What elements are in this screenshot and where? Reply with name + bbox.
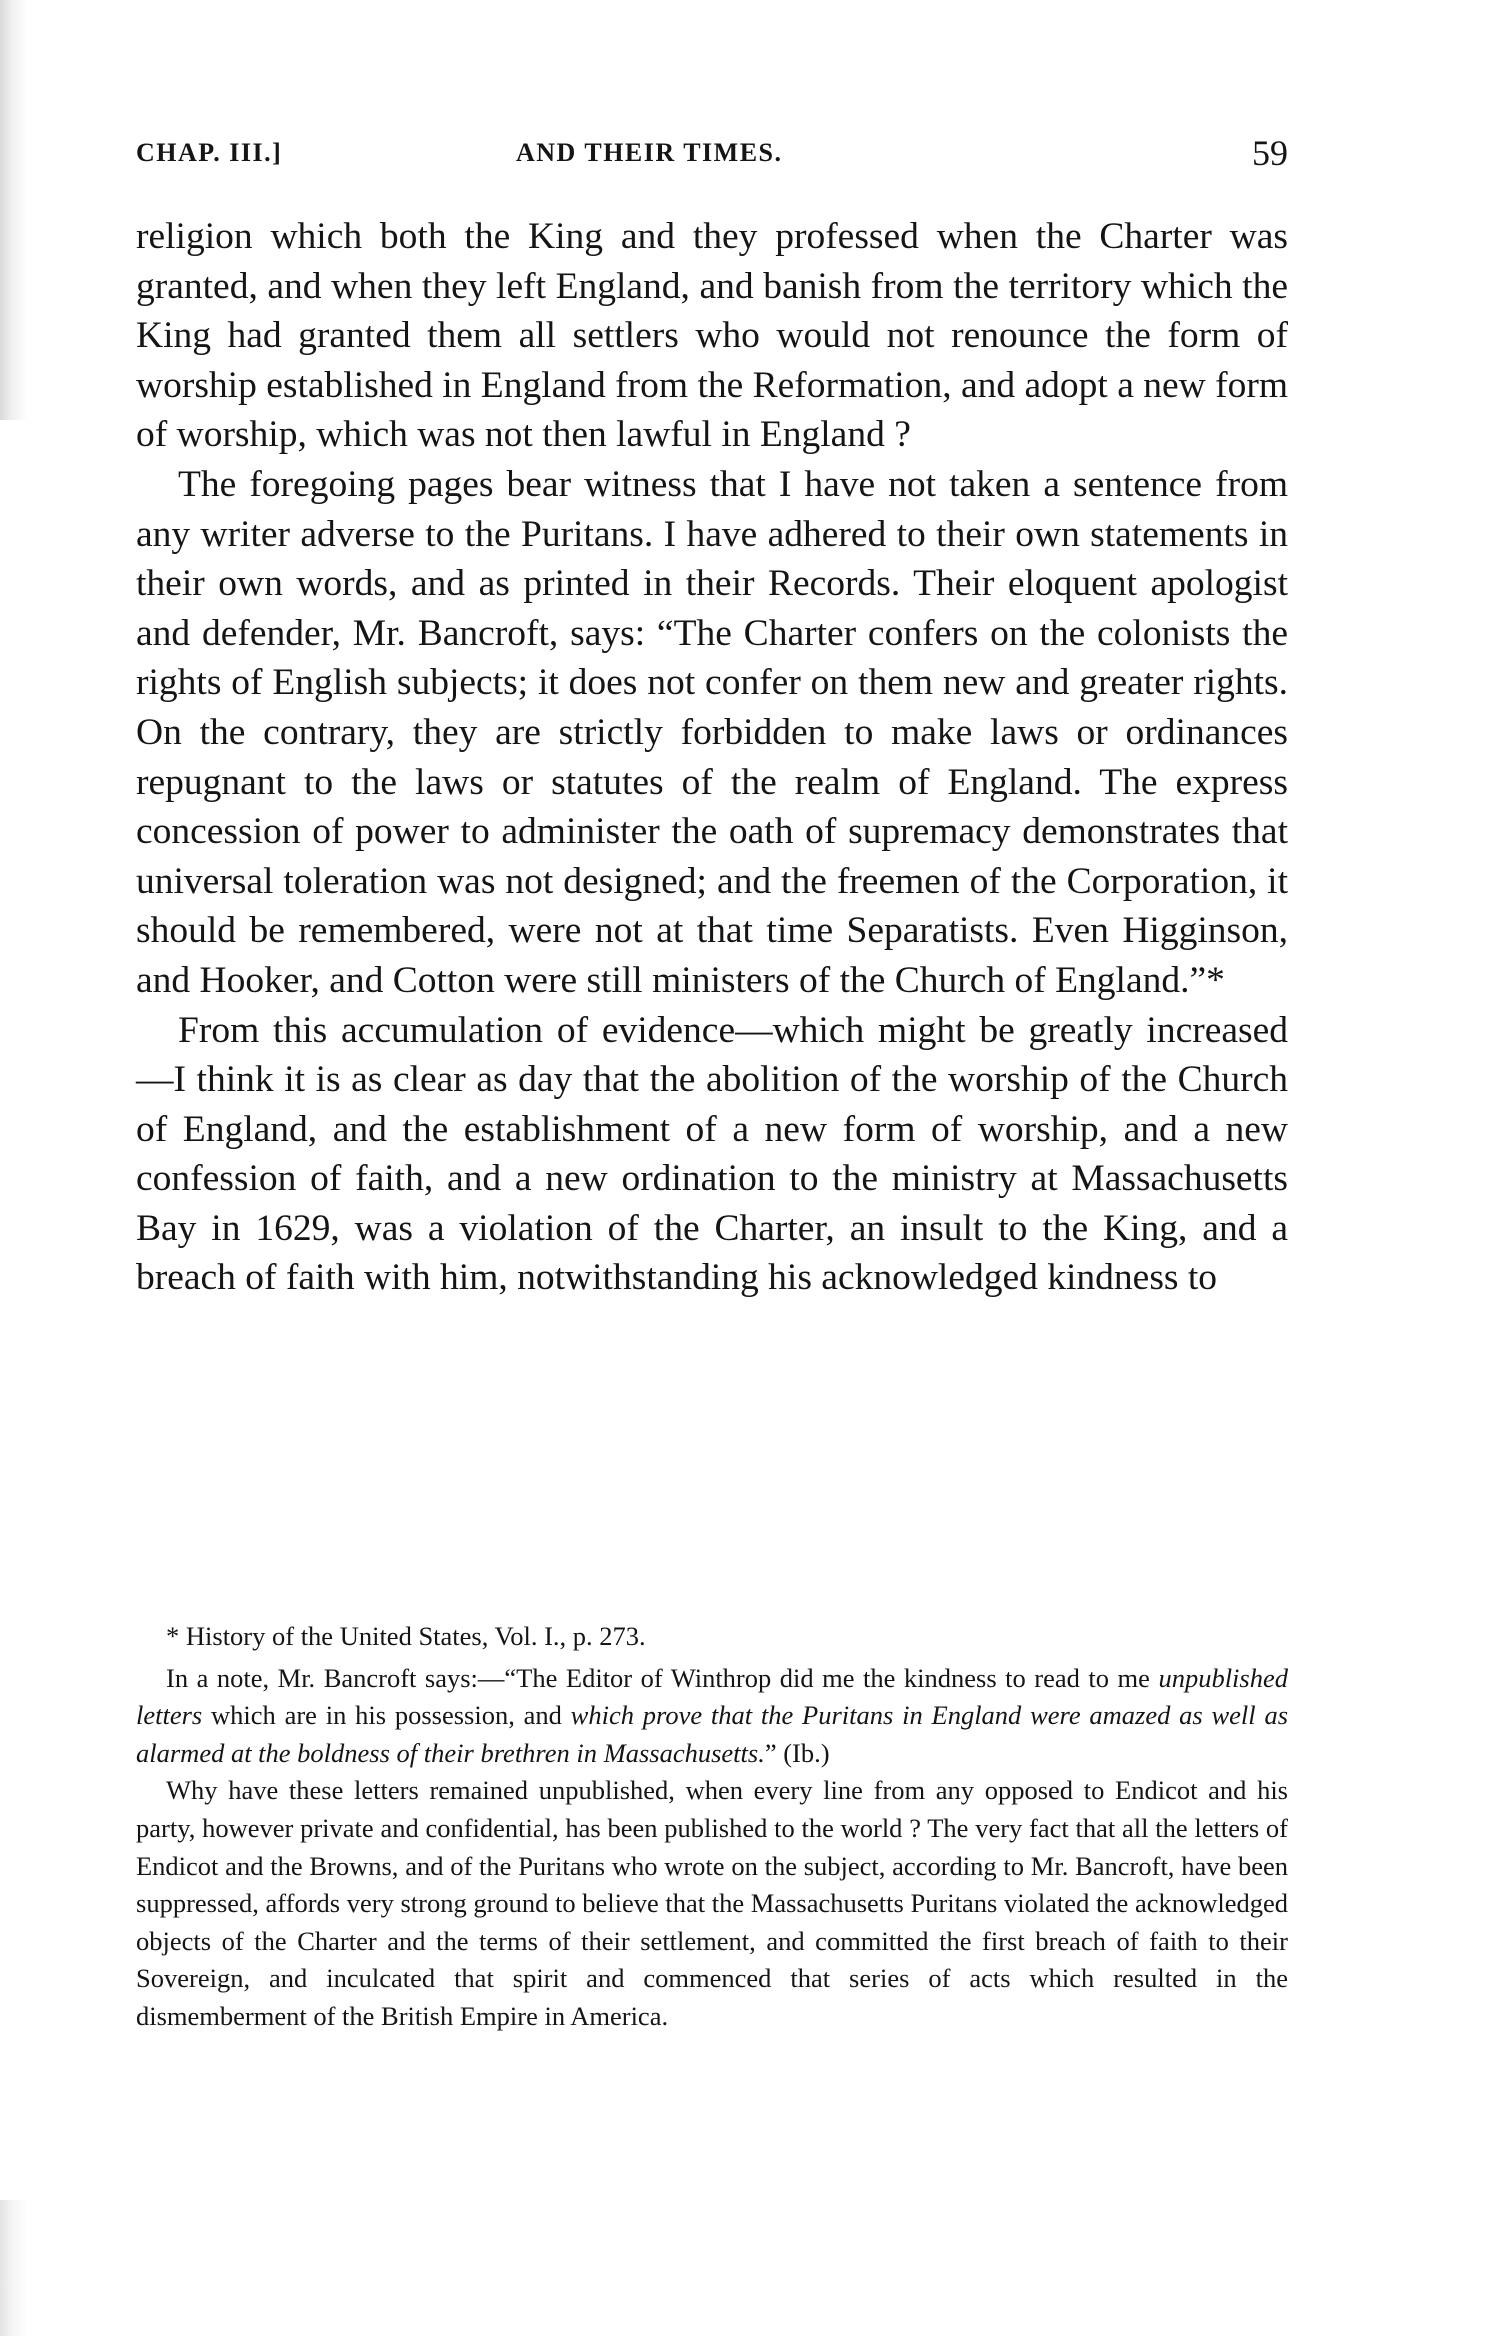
footnote-note-mid: which are in his possession, and [202,1700,571,1731]
scan-gutter-shadow [0,0,28,420]
footnote-note-italic-b: which prove that the Puritans in England were amazed as well as alarmed at the boldness of their brethren in Massachusetts. [136,1700,1289,1768]
footnote-note-italic-a: unpublished letters [136,1662,1288,1731]
footnote-citation: * History of the United States, Vol. I., p. 273. [166,1621,646,1651]
paragraph-1: religion which both the King and they professed when the Charter was granted, and when they left England, and banish from the territory which the King had granted them all settlers who would not renounce the form of worship established in England from the Reformation, and adopt a new form of worship, which was not then lawful in England ? [136,216,1288,456]
footnote-note-intro: In a note, Mr. Bancroft says:—“The Editor of Winthrop did me the kindness to read to me [166,1662,1159,1693]
footnote-note [136,1660,1288,1773]
footnotes [136,1618,1288,2036]
paragraph-2: The foregoing pages bear witness that I have not taken a sentence from any writer adverse to the Puritans. I have adhered to their own statements in their own words, and as printed in their Records. Their eloquent apologist and defender, Mr. Bancroft, says: “The Charter confers on the colonists the rights of English subjects; it does not confer on them new and greater rights. On the contrary, they are strictly forbidden to make laws or ordinances repugnant to the laws or statutes of the realm of England. The express concession of power to administer the oath of supremacy demonstrates that universal toleration was not designed; and the freemen of the Corporation, it should be remembered, were not at that time Separatists. Even Higginson, and Hooker, and Cotton were still ministers of the Church of England.”* [136,463,1288,1001]
page-header [136,133,1288,178]
scan-gutter-shadow-bottom [0,2200,28,2336]
footnote-note-end: ” (Ib.) [764,1737,830,1768]
page-number: 59 [1252,133,1288,173]
running-title: AND THEIR TIMES. [516,138,783,167]
footnote-commentary: Why have these letters remained unpublished, when every line from any opposed to Endicot and his party, however private and confidential, has been published to the world ? The very fact that all the letters of Endicot and the Browns, and of the Puritans who wrote on the subject, according to Mr. Bancroft, have been suppressed, affords very strong ground to believe that the Massachusetts Puritans violated the acknowledged objects of the Charter and the terms of their settlement, and committed the first breach of faith to their Sovereign, and inculcated that spirit and commenced that series of acts which resulted in the dismemberment of the British Empire in America. [136,1775,1288,2031]
paragraph-3: From this accumulation of evidence—which might be greatly increased—I think it is as clear as day that the abolition of the worship of the Church of England, and the establishment of a new form of worship, and a new confession of faith, and a new ordination to the ministry at Massachusetts Bay in 1629, was a violation of the Charter, an insult to the King, and a breach of faith with him, notwithstanding his acknowledged kindness to [136,1009,1288,1299]
chapter-label: CHAP. III.] [136,138,283,167]
main-text [136,212,1288,1303]
